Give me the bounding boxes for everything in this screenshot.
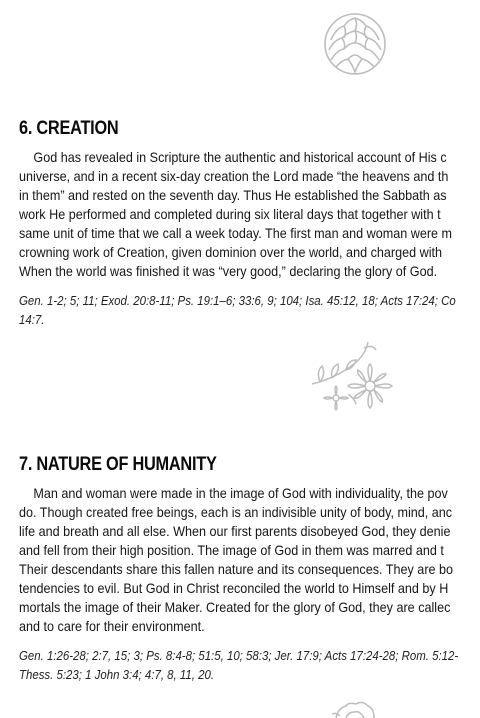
text-line: mortals the image of their Maker. Created for the glory of God, they are callec	[19, 599, 451, 615]
text-line: Man and woman were made in the image of God with individuality, the pov	[33, 485, 448, 501]
text-line: crowning work of Creation, given dominion over the world, and charged with	[19, 244, 443, 260]
flower-branch-icon	[306, 338, 398, 418]
section-heading: 7. NATURE OF HUMANITY	[19, 454, 217, 475]
reference-line: Thess. 5:23; 1 John 3:4; 4:7, 8, 11, 20.	[19, 667, 215, 682]
text-line: tendencies to evil. But God in Christ reconciled the world to Himself and by H	[19, 580, 449, 596]
text-line: God has revealed in Scripture the authentic and historical account of His c	[33, 149, 447, 165]
section-body	[19, 148, 480, 281]
text-line: Their descendants share this fallen nature and its consequences. They are bo	[19, 561, 454, 577]
reference-line: Gen. 1-2; 5; 11; Exod. 20:8-11; Ps. 19:1–6; 33:6, 9; 104; Isa. 45:12, 18; Acts 17:24; Co	[19, 293, 456, 308]
flower-partial-icon	[330, 700, 380, 718]
section-nature-of-humanity	[19, 454, 480, 684]
text-line: life and breath and all else. When our first parents disobeyed God, they denie	[19, 523, 451, 539]
text-line: When the world was finished it was “very good,” declaring the glory of God.	[19, 263, 438, 279]
text-line: work He performed and completed during six literal days that together with t	[19, 206, 441, 222]
reference-line: Gen. 1:26-28; 2:7, 15; 3; Ps. 8:4-8; 51:5, 10; 58:3; Jer. 17:9; Acts 17:24-28; Rom. 5:12-	[19, 648, 459, 663]
text-line: do. Though created free beings, each is an indivisible unity of body, mind, anc	[19, 504, 453, 520]
scripture-references	[19, 646, 480, 684]
reference-line: 14:7.	[19, 312, 45, 327]
section-body	[19, 484, 480, 636]
section-creation	[19, 118, 480, 329]
text-line: and to care for their environment.	[19, 618, 205, 634]
dahlia-flower-icon	[322, 10, 388, 76]
text-line: same unit of time that we call a week today. The first man and woman were m	[19, 225, 453, 241]
text-line: universe, and in a recent six-day creation the Lord made “the heavens and th	[19, 168, 449, 184]
scripture-references	[19, 291, 480, 329]
text-line: in them” and rested on the seventh day. Thus He established the Sabbath as	[19, 187, 447, 203]
section-heading: 6. CREATION	[19, 118, 119, 139]
text-line: and fell from their high position. The image of God in them was marred and t	[19, 542, 444, 558]
